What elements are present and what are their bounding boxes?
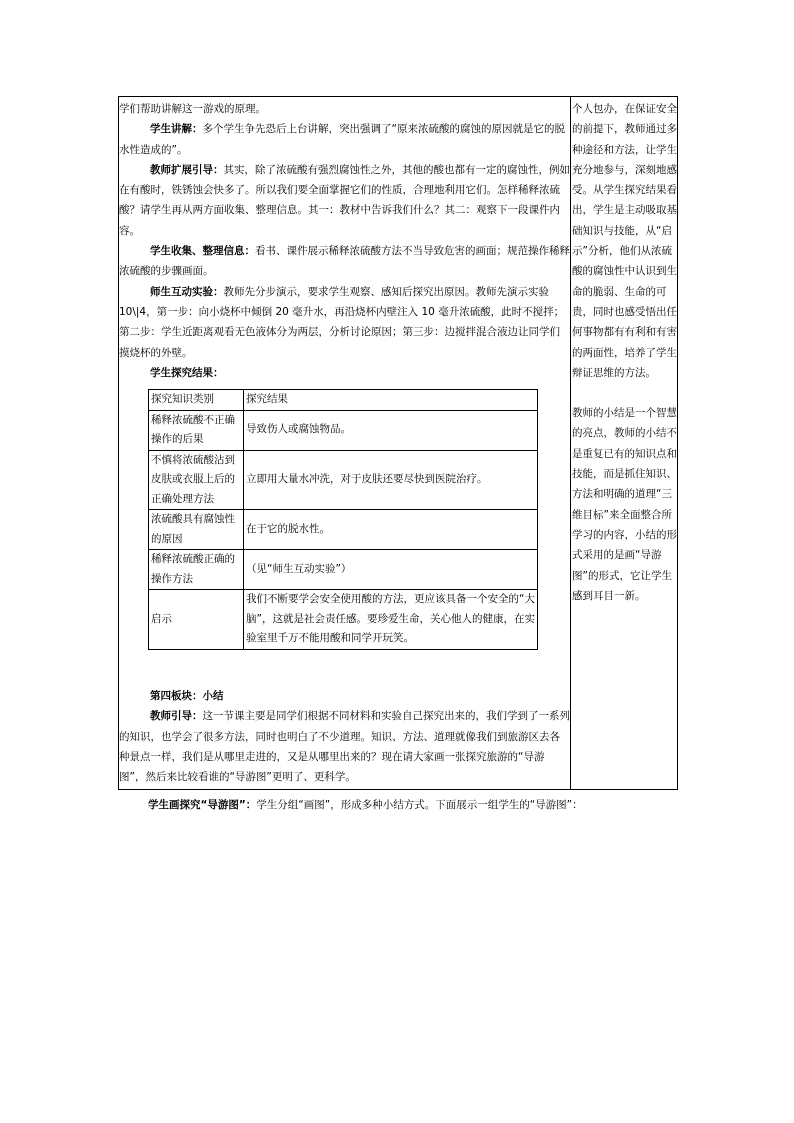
text-teacher-extend: 其实，除了浓硫酸有强烈腐蚀性之外，其他的酸也都有一定的腐蚀性，例如在有酸时，铁锈蚀会快多了。所以我们要全面掌握它们的性质，合理地利用它们。怎样稀释浓硫酸？请学生再从两方面收集、整理信息。其一：教材中告诉我们什么？其二：观察下一段课件内容。 <box>119 163 570 237</box>
result-cell: 在于它的脱水性。 <box>244 510 538 550</box>
column-divider <box>570 96 571 790</box>
paragraph-interactive-experiment <box>119 282 570 363</box>
text-student-drawing: 学生分组“画图”，形成多种小结方式。下面展示一组学生的“导游图”： <box>256 799 583 811</box>
category-cell: 稀释浓硫酸不正确操作的后果 <box>149 410 244 450</box>
paragraph-teacher-guide <box>119 706 570 787</box>
label-collect-info: 学生收集、整理信息： <box>150 245 255 258</box>
label-teacher-extend: 教师扩展引导： <box>150 163 224 176</box>
table-row <box>149 550 538 590</box>
category-cell: 浓硫酸具有腐蚀性的原因 <box>149 510 244 550</box>
paragraph-student-drawing <box>148 795 688 815</box>
label-teacher-guide: 教师引导： <box>150 710 203 723</box>
label-interactive-experiment: 师生互动实验： <box>150 285 224 298</box>
header-cell-result: 探究结果 <box>244 390 538 411</box>
paragraph-intro: 学们帮助讲解这一游戏的原理。 <box>119 103 266 115</box>
section-title-summary: 第四板块：小结 <box>150 690 224 702</box>
result-cell: 立即用大量水冲洗，对于皮肤还要尽快到医院治疗。 <box>244 450 538 510</box>
paragraph-teacher-extend <box>119 160 570 241</box>
label-student-drawing: 学生画探究“导游图”： <box>148 799 257 811</box>
label-student-explain: 学生讲解： <box>150 123 203 136</box>
header-cell-category: 探究知识类别 <box>149 390 244 411</box>
commentary-paragraph: 教师的小结是一个智慧的亮点，教师的小结不是重复已有的知识点和技能，而是抓住知识、方法和明确的道理“三维目标”来全面整合所学习的内容，小结的形式采用的是画“导游图”的形式，它让学生感到耳目一新。 <box>572 407 677 602</box>
table-header-row <box>149 390 538 411</box>
text-collect-info: 看书、课件展示稀释浓硫酸方法不当导致危害的画面；规范操作稀释浓硫酸的步骤画面。 <box>119 245 570 278</box>
category-cell: 稀释浓硫酸正确的操作方法 <box>149 550 244 590</box>
result-cell: 我们不断要学会安全使用酸的方法，更应该具备一个安全的“大脑”，这就是社会责任感。要珍爱生命，关心他人的健康，在实验室里千万不能用酸和同学开玩笑。 <box>244 590 538 650</box>
paragraph-student-explain <box>119 119 570 160</box>
main-column <box>119 99 570 383</box>
summary-section <box>119 686 570 787</box>
text-teacher-guide: 这一节课主要是同学们根据不同材料和实验自己探究出来的，我们学到了一系列的知识，也学会了很多方法，同时也明白了不少道理。知识、方法、道理就像我们到旅游区去各种景点一样，我们是从哪里走进的，又是从哪里出来的？现在请大家画一张探究旅游的“导游图”，然后来比较看谁的“导游图”更明了、更科学。 <box>119 710 570 784</box>
text-student-explain: 多个学生争先恐后上台讲解，突出强调了“原来浓硫酸的腐蚀的原因就是它的脱水性造成的”。 <box>119 123 565 156</box>
commentary-column <box>572 99 677 606</box>
category-cell: 不慎将浓硫酸沾到皮肤或衣服上后的正确处理方法 <box>149 450 244 510</box>
result-cell: （见“师生互动实验”） <box>244 550 538 590</box>
commentary-paragraph: 个人包办，在保证安全的前提下，教师通过多种途径和方法，让学生充分地参与，深刻地感受。从学生探究结果看出，学生是主动吸取基础知识与技能，从“启示”分析，他们从浓硫酸的腐蚀性中认识到生命的脆弱、生命的可贵，同时也感受悟出任何事物都有有利和有害的两面性，培养了学生辩证思维的方法。 <box>572 103 677 379</box>
table-row <box>149 510 538 550</box>
category-cell: 启示 <box>149 590 244 650</box>
table-row <box>149 590 538 650</box>
table-row <box>149 450 538 510</box>
text-interactive-experiment: 教师先分步演示，要求学生观察、感知后探究出原因。教师先演示实验 10\|4，第一步：向小烧杯中倾倒 20 毫升水，再沿烧杯内壁注入 10 毫升浓硫酸，此时不搅拌；第二步：学生近距离观看无色液体分为两层，分析讨论原因；第三步：边搅拌混合液边让同学们摸烧杯的外壁。 <box>119 285 565 359</box>
paragraph-collect-info <box>119 241 570 282</box>
label-explore-results: 学生探究结果： <box>150 366 224 379</box>
result-cell: 导致伤人或腐蚀物品。 <box>244 410 538 450</box>
results-table <box>148 389 538 650</box>
table-row <box>149 410 538 450</box>
